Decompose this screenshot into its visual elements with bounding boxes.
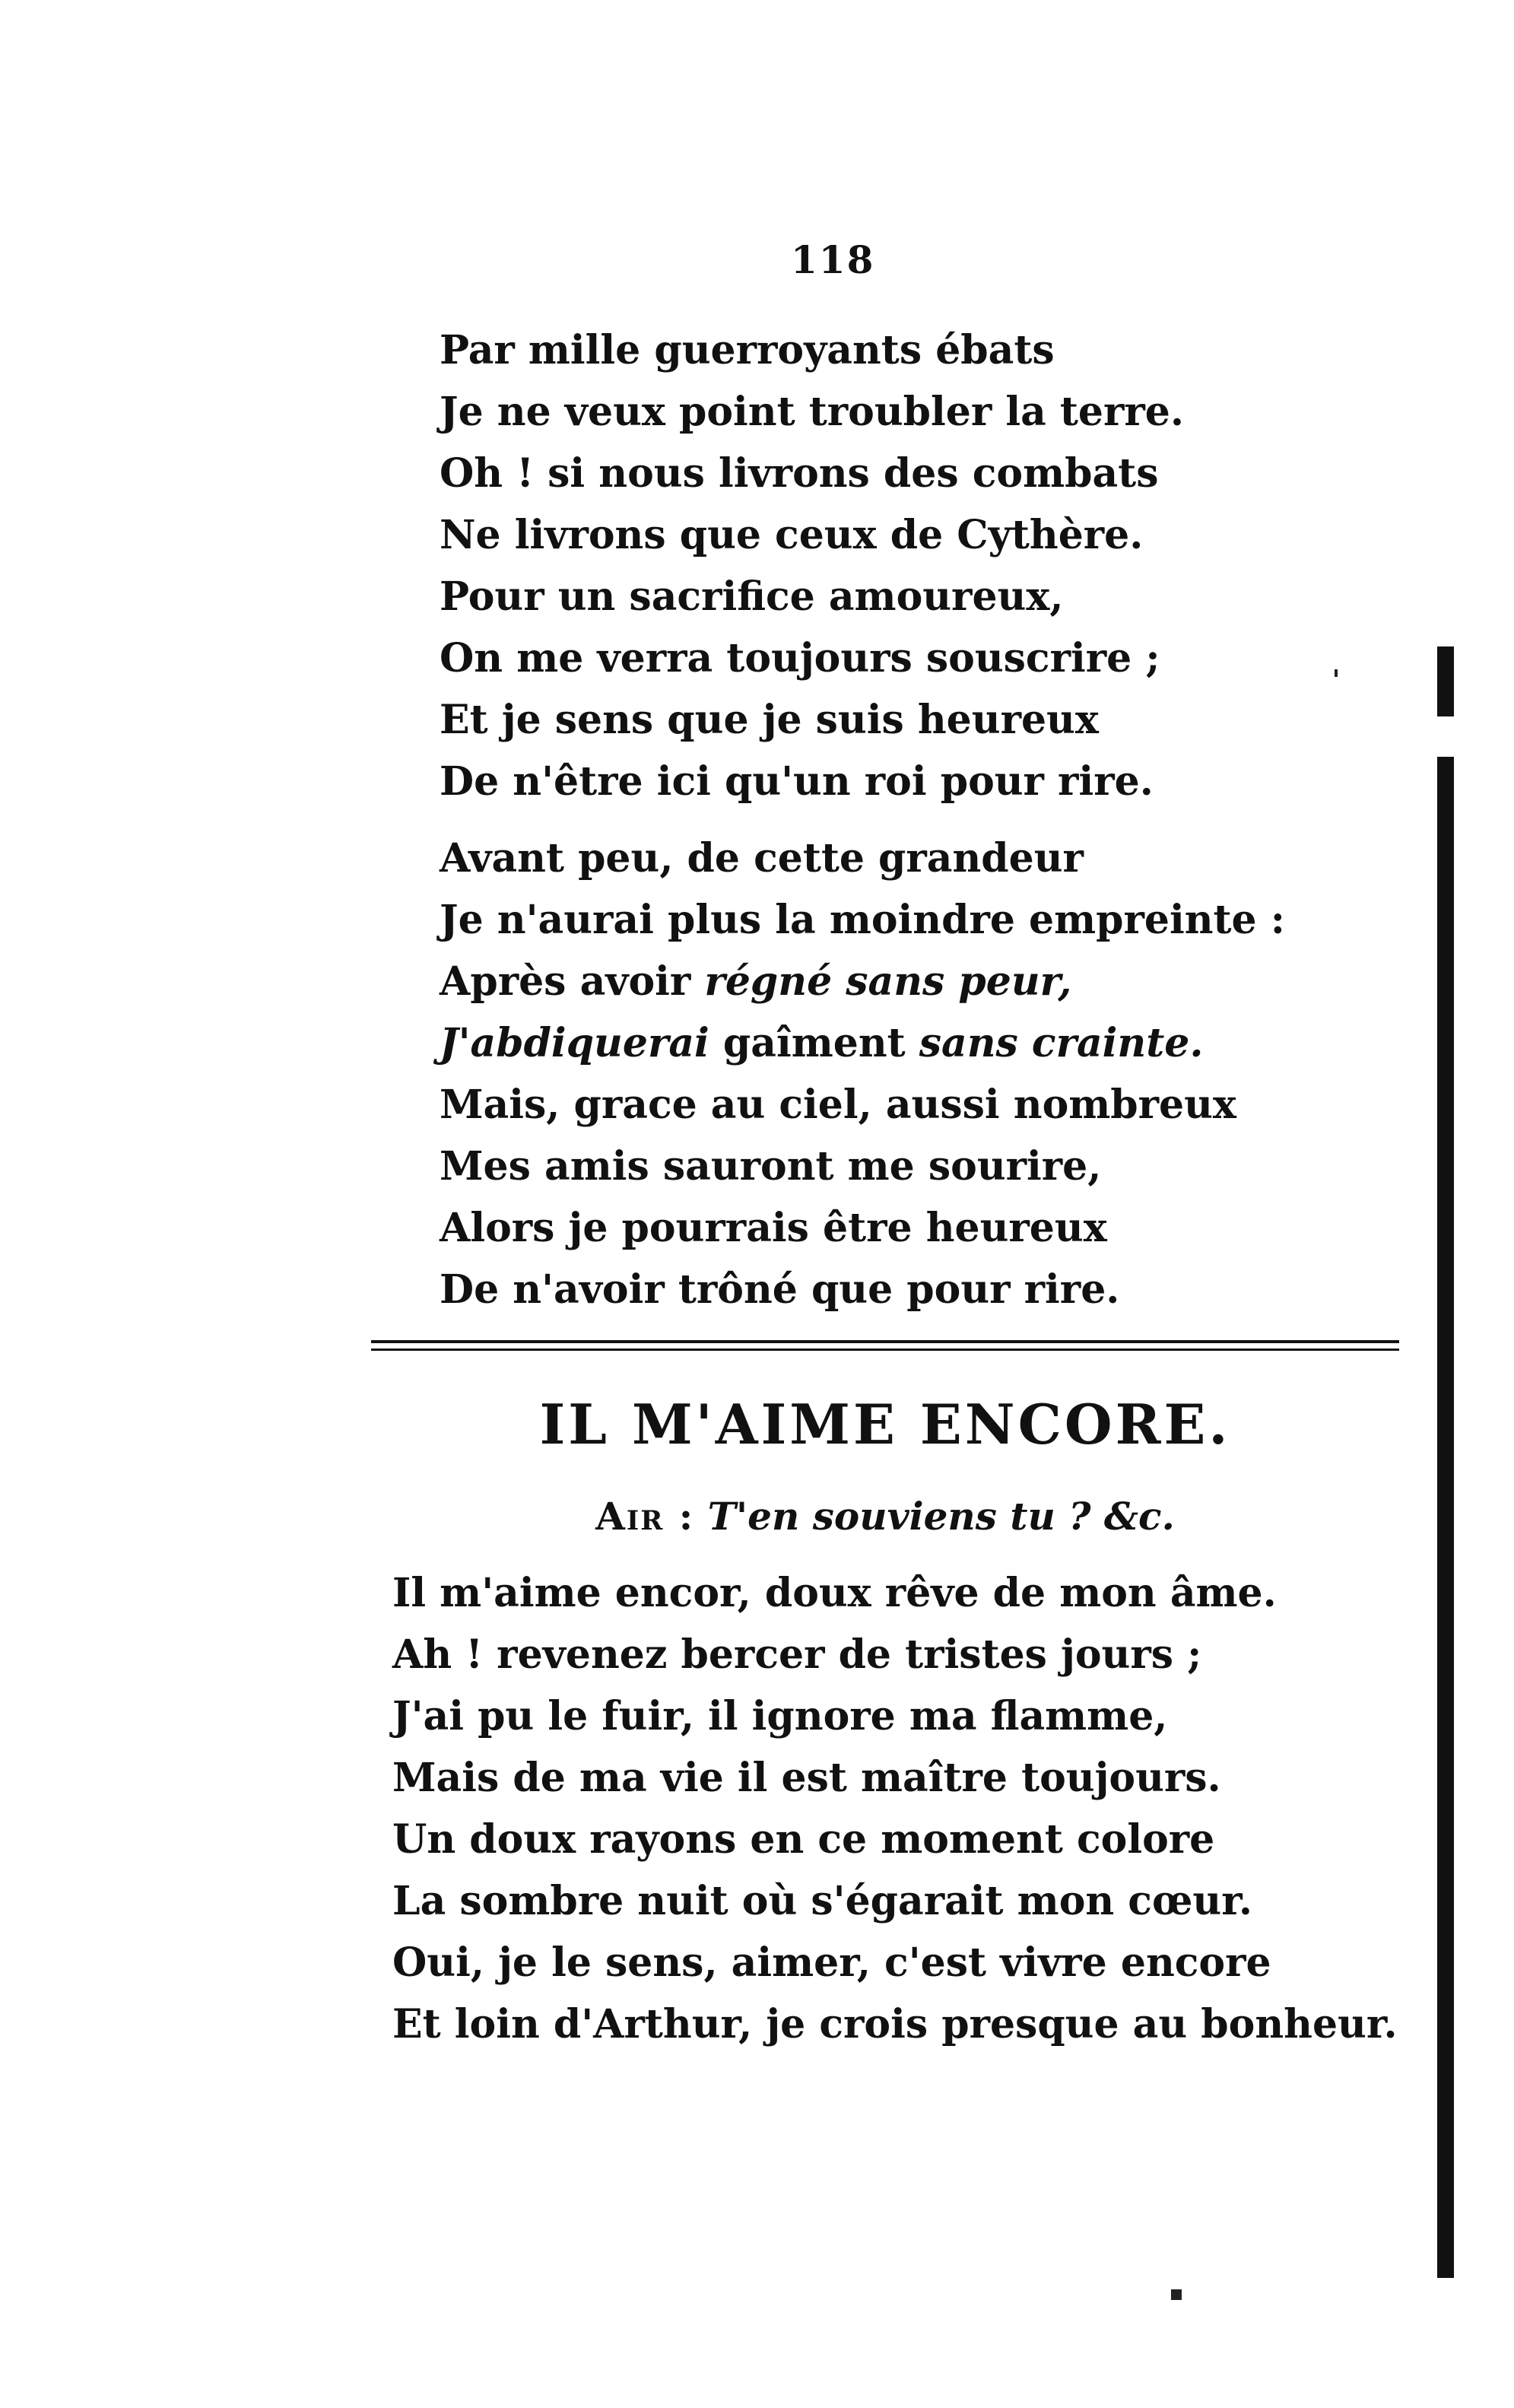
verse-line: Oh ! si nous livrons des combats [440, 450, 1159, 497]
page-number: 118 [791, 237, 875, 282]
verse-line: La sombre nuit où s'égarait mon cœur. [392, 1878, 1252, 1924]
air-label: Air : [595, 1494, 695, 1539]
double-rule-divider [371, 1340, 1399, 1351]
verse-line: Ah ! revenez bercer de tristes jours ; [392, 1631, 1202, 1678]
verse-line: On me verra toujours souscrire ; [440, 635, 1160, 681]
verse-line: Il m'aime encor, doux rêve de mon âme. [392, 1570, 1277, 1616]
stanza-2 [440, 828, 1285, 1320]
verse-line: Oui, je le sens, aimer, c'est vivre encore [392, 1939, 1271, 1986]
verse-line: Ne livrons que ceux de Cythère. [440, 512, 1144, 558]
verse-line [440, 951, 1285, 1012]
verse-line: Et loin d'Arthur, je crois presque au bonheur. [392, 2001, 1398, 2047]
verse-line: Pour un sacrifice amoureux, [440, 573, 1064, 620]
print-speck [1171, 2289, 1182, 2300]
stanza-1 [440, 319, 1184, 812]
verse-line: Mes amis sauront me sourire, [440, 1143, 1102, 1190]
verse-line: Mais, grace au ciel, aussi nombreux [440, 1082, 1236, 1128]
verse-segment: gaîment [709, 1020, 919, 1066]
verse-line: De n'avoir trôné que pour rire. [440, 1266, 1120, 1313]
verse-line: J'ai pu le fuir, il ignore ma flamme, [392, 1693, 1168, 1739]
air-indication [371, 1494, 1399, 1539]
verse-line: Un doux rayons en ce moment colore [392, 1816, 1215, 1863]
margin-binding-edge [1437, 757, 1454, 2278]
verse-italic-segment: J'abdiquerai [440, 1020, 709, 1066]
verse-line: Et je sens que je suis heureux [440, 697, 1099, 743]
verse-line: Avant peu, de cette grandeur [440, 835, 1084, 882]
verse-line [440, 1012, 1285, 1074]
margin-binding-mark [1437, 646, 1454, 716]
verse-line: Je ne veux point troubler la terre. [440, 389, 1184, 435]
stanza-3 [392, 1562, 1398, 2055]
verse-line: Par mille guerroyants ébats [440, 327, 1055, 373]
verse-line: Je n'aurai plus la moindre empreinte : [440, 897, 1285, 943]
verse-italic-segment: sans crainte. [919, 1020, 1204, 1066]
verse-line: Mais de ma vie il est maître toujours. [392, 1755, 1221, 1801]
song-title: IL M'AIME ENCORE. [539, 1392, 1231, 1457]
verse-italic-segment: régné sans peur, [704, 958, 1072, 1005]
air-tune: T'en souviens tu ? &c. [707, 1494, 1175, 1539]
verse-line: Alors je pourrais être heureux [440, 1205, 1107, 1251]
verse-segment: Après avoir [440, 958, 705, 1005]
verse-line: De n'être ici qu'un roi pour rire. [440, 758, 1154, 805]
print-speck [1335, 669, 1338, 677]
